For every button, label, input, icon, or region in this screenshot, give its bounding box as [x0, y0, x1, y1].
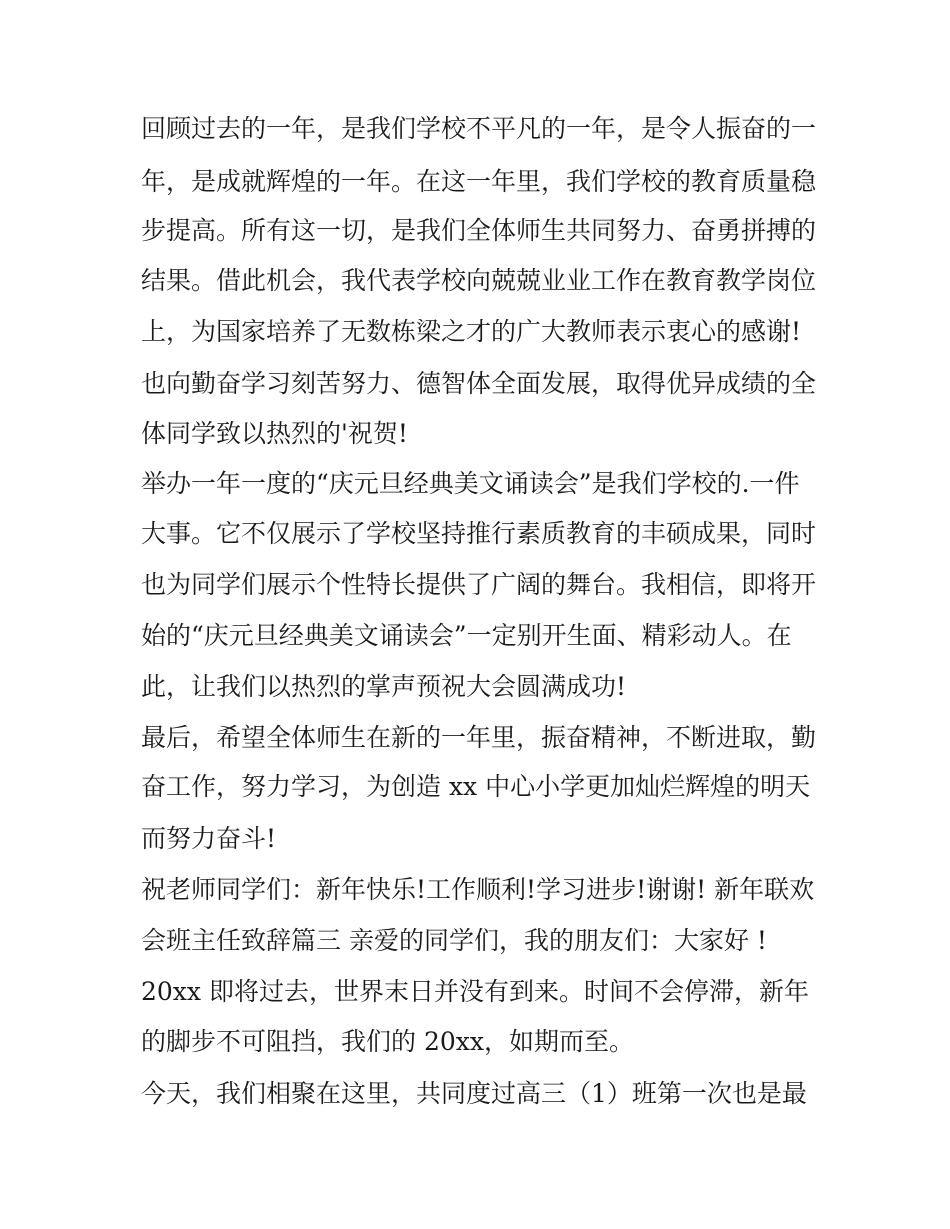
text-line: 最后，希望全体师生在新的一年里，振奋精神，不断进取，勤 [141, 723, 817, 752]
text-line: 此，让我们以热烈的掌声预祝大会圆满成功! [141, 672, 627, 701]
text-line: 20xx 即将过去，世界末日并没有到来。时间不会停滞，新年 [141, 977, 809, 1006]
text-line: 大事。它不仅展示了学校坚持推行素质教育的丰硕成果，同时 [141, 519, 817, 548]
text-line: 上，为国家培养了无数栋梁之才的广大教师表示衷心的感谢! [141, 317, 802, 346]
text-line: 今天，我们相聚在这里，共同度过高三（1）班第一次也是最 [141, 1079, 807, 1108]
text-line: 始的“庆元旦经典美文诵读会”一定别开生面、精彩动人。在 [141, 621, 792, 650]
text-line: 回顾过去的一年，是我们学校不平凡的一年，是令人振奋的一 [141, 114, 817, 143]
text-line: 步提高。所有这一切，是我们全体师生共同努力、奋勇拼搏的 [141, 216, 817, 245]
text-line: 而努力奋斗! [141, 824, 277, 853]
text-line: 的脚步不可阻挡，我们的 20xx，如期而至。 [141, 1027, 634, 1056]
text-line: 年，是成就辉煌的一年。在这一年里，我们学校的教育质量稳 [141, 167, 817, 196]
text-line: 也为同学们展示个性特长提供了广阔的舞台。我相信，即将开 [141, 570, 817, 599]
text-line: 体同学致以热烈的'祝贺! [141, 419, 408, 448]
text-line: 举办一年一度的“庆元旦经典美文诵读会”是我们学校的.一件 [141, 469, 800, 498]
text-line: 会班主任致辞篇三 亲爱的同学们，我的朋友们：大家好 ! [141, 926, 767, 955]
text-line: 结果。借此机会，我代表学校向兢兢业业工作在教育教学岗位 [141, 266, 817, 295]
text-line: 祝老师同学们：新年快乐!工作顺利!学习进步!谢谢! 新年联欢 [141, 875, 815, 904]
text-line: 奋工作，努力学习，为创造 xx 中心小学更加灿烂辉煌的明天 [141, 772, 811, 801]
text-line: 也向勤奋学习刻苦努力、德智体全面发展，取得优异成绩的全 [141, 369, 817, 398]
